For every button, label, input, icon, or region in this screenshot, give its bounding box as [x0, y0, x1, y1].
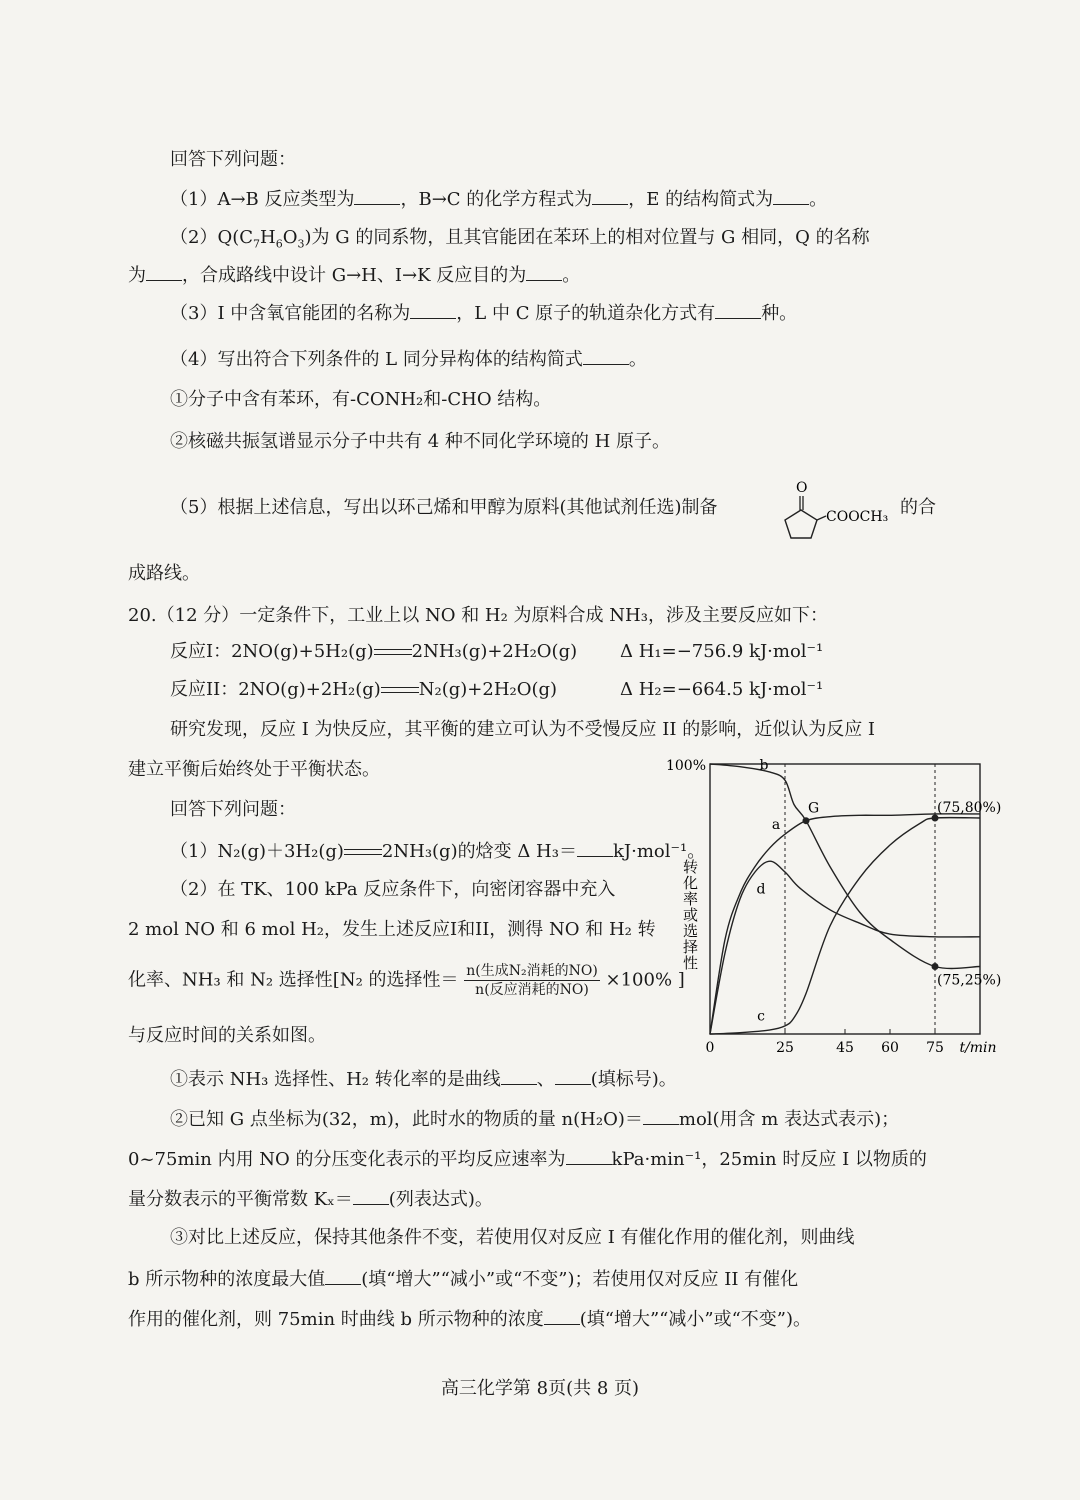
q20-item1 — [170, 1066, 677, 1092]
annotation-label: (75,80%) — [937, 800, 1002, 816]
subscript: 3 — [297, 237, 305, 251]
q20-item2-a: ②已知 G 点坐标为(32，m)，此时水的物质的量 n(H₂O)＝ — [170, 1109, 643, 1130]
q19-part3-b: ，L 中 C 原子的轨道杂化方式有 — [456, 303, 716, 324]
q19-part2 — [170, 226, 870, 257]
q20-item2c-b: (列表达式)。 — [388, 1189, 493, 1210]
q20-item2-line3 — [128, 1186, 493, 1212]
condition-2: ②核磁共振氢谱显示分子中共有 4 种不同化学环境的 H 原子。 — [170, 431, 671, 452]
q19-part2b-b: ，合成路线中设计 G→H、I→K 反应目的为 — [182, 265, 527, 286]
q20-part1-a: （1）N₂(g)＋3H₂(g) — [170, 841, 344, 862]
x-tick-label: 60 — [881, 1040, 899, 1056]
answer-blank[interactable] — [566, 1146, 612, 1165]
subscript: 7 — [253, 237, 261, 251]
q20-item3-line3 — [128, 1306, 811, 1332]
q20-item3-line2 — [128, 1266, 798, 1292]
q19-part5-line2: 成路线。 — [128, 563, 200, 584]
study-line-1: 研究发现，反应 I 为快反应，其平衡的建立可认为不受慢反应 II 的影响，近似认为反应 I — [170, 719, 876, 740]
q19-part2b-c: 。 — [562, 265, 581, 286]
selectivity-fraction — [464, 962, 600, 999]
reaction-1-reactants: 反应I：2NO(g)+5H₂(g) — [170, 641, 374, 662]
study-line-2: 建立平衡后始终处于平衡状态。 — [128, 759, 380, 780]
q20-part2-line2: 2 mol NO 和 6 mol H₂，发生上述反应I和II，测得 NO 和 H₂ 转 — [128, 919, 656, 940]
q19-part4-b: 。 — [628, 349, 647, 370]
q19-part2-line2 — [128, 262, 580, 288]
q19-part1-b: ，B→C 的化学方程式为 — [400, 189, 593, 210]
q20-item2-b: mol(用含 m 表达式表示)； — [678, 1109, 900, 1130]
x-tick-label: 75 — [926, 1040, 944, 1056]
q19-part2-b: H — [260, 227, 276, 248]
q20-part1-b: 2NH₃(g)的焓变 Δ H₃＝ — [381, 841, 577, 862]
q20-item1-c: (填标号)。 — [590, 1069, 677, 1090]
q19-part1 — [170, 186, 827, 212]
carbonyl-o-label: O — [796, 480, 808, 496]
x-tick-label: 45 — [836, 1040, 854, 1056]
q19-part5 — [170, 496, 718, 520]
series-label-a: a — [771, 816, 781, 833]
equilibrium-arrow — [374, 646, 412, 658]
q20-part2-line1: （2）在 TK、100 kPa 反应条件下，向密闭容器中充入 — [170, 879, 616, 900]
q19-part5-a: （5）根据上述信息，写出以环己烯和甲醇为原料(其他试剂任选)制备 — [170, 497, 718, 518]
page-footer: 高三化学第 8页(共 8 页) — [440, 1378, 640, 1399]
annotation-label: (75,25%) — [937, 972, 1002, 989]
ester-label: COOCH₃ — [826, 509, 889, 525]
answer-blank[interactable] — [643, 1106, 679, 1125]
q20-item3c-b: (填“增大”“减小”或“不变”)。 — [579, 1309, 811, 1330]
answer-blank[interactable] — [773, 186, 809, 205]
answer-blank[interactable] — [354, 186, 400, 205]
q20-item3-line1: ③对比上述反应，保持其他条件不变，若使用仅对反应 I 有催化作用的催化剂，则曲线 — [170, 1227, 855, 1248]
reaction-2-reactants: 反应II：2NO(g)+2H₂(g) — [170, 679, 381, 700]
reaction-1-products: 2NH₃(g)+2H₂O(g) — [411, 641, 578, 662]
q19-part1-d: 。 — [809, 189, 828, 210]
answer-blank[interactable] — [353, 1186, 389, 1205]
point-g-label: G — [808, 800, 820, 817]
q19-part4-a: （4）写出符合下列条件的 L 同分异构体的结构简式 — [170, 349, 583, 370]
q19-part3 — [170, 300, 797, 326]
q20-item1-b: 、 — [536, 1069, 555, 1090]
answer-blank[interactable] — [526, 262, 562, 281]
reaction-2 — [170, 678, 557, 702]
answer-blank[interactable] — [715, 300, 761, 319]
q20-title: 20.（12 分）一定条件下，工业上以 NO 和 H₂ 为原料合成 NH₃，涉及主要反应如下： — [128, 605, 828, 626]
fraction-numerator: n(生成N₂消耗的NO) — [466, 963, 598, 979]
q19-part3-c: 种。 — [761, 303, 798, 324]
q20-part2-line3 — [128, 962, 685, 999]
series-label-d: d — [756, 881, 766, 898]
reaction-1 — [170, 640, 577, 664]
q19-part4 — [170, 346, 647, 372]
x-tick-label: 25 — [776, 1040, 794, 1056]
q20-item2 — [170, 1106, 899, 1132]
answer-blank[interactable] — [577, 838, 613, 857]
conversion-selectivity-chart — [620, 752, 1002, 1064]
q20-item3b-a: b 所示物种的浓度最大值 — [128, 1269, 326, 1290]
q19-part1-c: ，E 的结构简式为 — [628, 189, 774, 210]
point-g — [803, 817, 810, 824]
q19-part1-a: （1）A→B 反应类型为 — [170, 189, 355, 210]
answer-blank[interactable] — [146, 262, 182, 281]
q19-part2-a: （2）Q(C — [170, 227, 254, 248]
q20-item2b-b: kPa·min⁻¹，25min 时反应 I 以物质的 — [611, 1149, 927, 1170]
q20-item2b-a: 0~75min 内用 NO 的分压变化表示的平均反应速率为 — [128, 1149, 566, 1170]
answer-blank[interactable] — [592, 186, 628, 205]
annotation-point — [932, 963, 939, 970]
molecule-structure — [784, 478, 900, 542]
series-line-d — [710, 861, 980, 1034]
y-top-label: 100% — [665, 758, 706, 774]
q20-item3c-a: 作用的催化剂，则 75min 时曲线 b 所示物种的浓度 — [128, 1309, 544, 1330]
series-label-c: c — [757, 1008, 765, 1025]
q19-part2-d: )为 G 的同系物，且其官能团在苯环上的相对位置与 G 相同，Q 的名称 — [304, 227, 870, 248]
series-line-a — [710, 814, 980, 1034]
reaction-1-dh: Δ H₁=−756.9 kJ·mol⁻¹ — [620, 641, 824, 662]
reaction-2-products: N₂(g)+2H₂O(g) — [418, 679, 558, 700]
equilibrium-arrow — [381, 684, 419, 696]
condition-1: ①分子中含有苯环，有-CONH₂和-CHO 结构。 — [170, 389, 552, 410]
answer-blank[interactable] — [583, 346, 629, 365]
answer-blank[interactable] — [325, 1266, 361, 1285]
ester-bond — [817, 516, 826, 520]
q19-part3-a: （3）I 中含氧官能团的名称为 — [170, 303, 411, 324]
answer-blank[interactable] — [555, 1066, 591, 1085]
series-label-b: b — [759, 757, 769, 774]
ring — [785, 510, 817, 538]
answer-blank[interactable] — [544, 1306, 580, 1325]
q19-part2-c: O — [282, 227, 298, 248]
intro-text: 回答下列问题： — [170, 149, 296, 170]
series-line-b — [710, 764, 980, 969]
reaction-2-dh: Δ H₂=−664.5 kJ·mol⁻¹ — [620, 679, 824, 700]
q20-intro: 回答下列问题： — [170, 799, 296, 820]
selectivity-tail: ×100% ] — [605, 969, 685, 991]
q20-item3b-b: (填“增大”“减小”或“不变”)；若使用仅对反应 II 有催化 — [361, 1269, 799, 1290]
q19-part5-end: 的合 — [900, 497, 936, 518]
q20-item2c-a: 量分数表示的平衡常数 Kₓ＝ — [128, 1189, 353, 1210]
answer-blank[interactable] — [501, 1066, 537, 1085]
q19-part2b-a: 为 — [128, 265, 146, 286]
y-axis-label: 转化率或选择性 — [681, 859, 699, 971]
fraction-denominator: n(反应消耗的NO) — [475, 982, 589, 998]
q20-item1-a: ①表示 NH₃ 选择性、H₂ 转化率的是曲线 — [170, 1069, 501, 1090]
q20-item2-line2 — [128, 1146, 927, 1172]
subscript: 6 — [275, 237, 283, 251]
q20-part2-line4: 与反应时间的关系如图。 — [128, 1025, 326, 1046]
selectivity-def: 化率、NH₃ 和 N₂ 选择性[N₂ 的选择性＝ — [128, 969, 459, 991]
x-origin-label: 0 — [705, 1040, 715, 1056]
x-axis-label: t/min — [959, 1040, 997, 1056]
equilibrium-arrow — [344, 846, 382, 858]
answer-blank[interactable] — [410, 300, 456, 319]
series-line-c — [710, 818, 980, 1034]
q20-part1-c: kJ·mol⁻¹。 — [612, 841, 706, 862]
